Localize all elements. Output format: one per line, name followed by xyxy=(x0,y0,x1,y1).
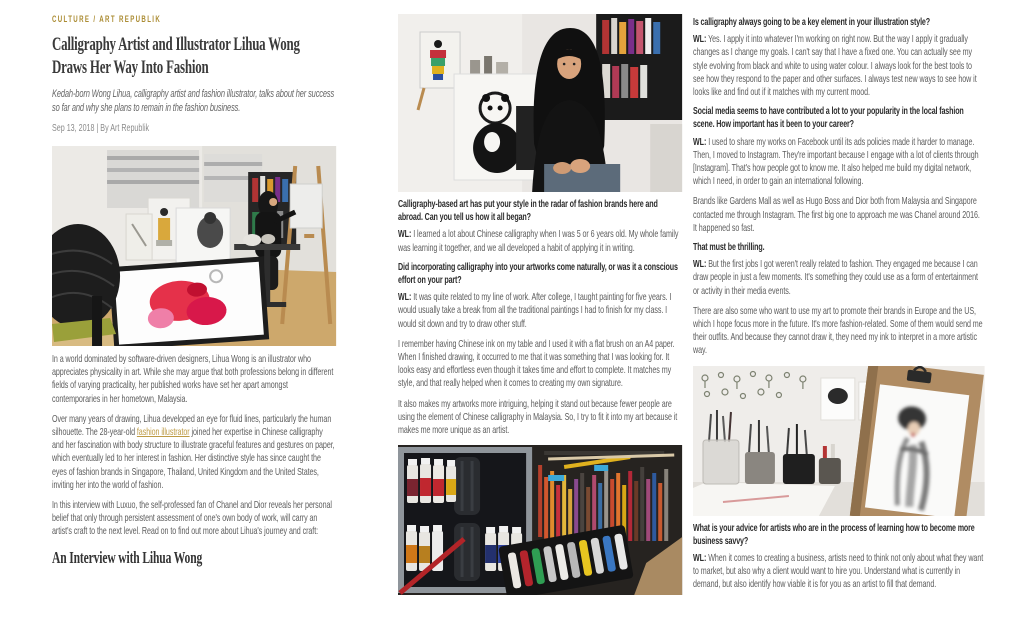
question: What is your advice for artists who are in the process of learning how to become more business savvy? xyxy=(693,521,975,547)
article-byline: Sep 13, 2018 | By Art Republik xyxy=(52,122,150,134)
intro-paragraph: Over many years of drawing, Lihua developed an eye for fluid lines, particularly the human silhouette. The 28-year-old fashion illustrator joined her expertise in Chinese calligraphy and her fascination with body structure to illustrate graceful features and gestures on paper, which eventually led to her interest in fashion. Her distinctive style has since caught the eyes of fashion brands in Singapore, Thailand, United Kingdom and the United States, inviting her into the world of fashion. xyxy=(52,412,335,491)
book-shelf xyxy=(596,14,682,120)
article-title: Calligraphy Artist and Illustrator Lihua Wong Draws Her Way Into Fashion xyxy=(52,34,300,78)
studio-photo xyxy=(52,146,336,346)
intro-paragraph: In this interview with Luxuo, the self-professed fan of Chanel and Dior reveals her personal belief that only through persistent assessment of one's own body of work, will carry an artist's craft to the next level. Read on to find out more about Lihua's journey and craft: xyxy=(52,499,332,538)
fashion-illustrator-link[interactable]: fashion illustrator xyxy=(136,426,190,439)
intro-column xyxy=(52,0,336,640)
speaker-label: WL: xyxy=(693,258,707,271)
category-link[interactable]: CULTURE / ART REPUBLIK xyxy=(52,14,162,24)
canvas-edge xyxy=(650,124,682,192)
answer: WL: It was quite related to my line of work. After college, I taught painting for five years. I would usually take a break from all the traditional paintings I had to finish for my class. I would sit down and try to draw other stuff. xyxy=(398,291,672,330)
interview-column-2 xyxy=(693,0,985,640)
question: Is calligraphy always going to be a key element in your illustration style? xyxy=(693,16,931,28)
answer-paragraph: It also makes my artworks more intriguing, helping it stand out because fewer people are using the element of Chinese calligraphy in Malaysia. So, I try to fit it into my art because it makes me more unique as an artist. xyxy=(398,397,678,437)
red-flower-painting xyxy=(111,259,266,346)
article-subtitle: Kedah-born Wong Lihua, calligraphy artist and fashion illustrator, talks about her success so far and why she plans to remain in the fashion business. xyxy=(52,88,335,114)
answer: WL: I learned a lot about Chinese calligraphy when I was 5 or 6 years old. My whole family was learning it together, and we all developed a habit of applying it in writing. xyxy=(398,228,679,254)
question: That must be thrilling. xyxy=(693,241,765,254)
question: Did incorporating calligraphy into your artworks come naturally, or was it a conscious effort on your part? xyxy=(398,260,678,287)
question: Social media seems to have contributed a lot to your popularity in the local fashion scene. How important has it been to your career? xyxy=(693,105,964,131)
blue-sharpener xyxy=(548,475,564,481)
answer-paragraph: I remember having Chinese ink on my table and I used it with a flat brush on an A4 paper. When I finished drawing, it occurred to me that it was something that I was looking for. It looks easy and effortless even though it takes time and effort to complete. It matches my style, and that really helped when it comes to creating my own signature. xyxy=(398,337,675,390)
question: Calligraphy-based art has put your style in the radar of fashion brands here and abroad. Can you tell us how it all began? xyxy=(398,198,658,224)
answer: WL: I used to share my works on Facebook until its ads policies made it harder to manage. Then, I moved to Instagram. They're important because I engage with a lot of clients through [Instagram]. That's how people got to know me. It also helped me build my digital network, which I need, in order to gain an international following. xyxy=(693,135,979,188)
speaker-label: WL: xyxy=(693,552,707,565)
sketch-clipboard xyxy=(850,366,984,516)
desk-photo xyxy=(693,366,985,516)
speaker-label: WL: xyxy=(398,291,412,304)
speaker-label: WL: xyxy=(398,228,412,241)
answer: WL: Yes. I apply it into whatever I'm working on right now. But the way I apply it gradually changes as I change my goals. I can't say that I have a fixed one. You can actually see my style evolving from black and white to using water colour. I always look for the best tools to see how they respond to the paper and other surfaces. I always test new ways to see how it looks like and find out if it matches with my current mood. xyxy=(693,33,977,99)
intro-paragraph: In a world dominated by software-driven designers, Lihua Wong is an illustrator who appreciates physicality in art. While she may argue that both professions belong in different fields of varying practicality, her published works have set her apart amongst contemporaries in her hometown, Malaysia. xyxy=(52,353,334,405)
answer: WL: When it comes to creating a business, artists need to think not only about what they want to market, but also why a client would want to hire you. Understand what is currently in demand, but also identify how viable it is for you as an artist to fill that demand. xyxy=(693,552,984,591)
portrait-photo xyxy=(398,14,682,192)
answer: WL: But the first jobs I got weren't really related to fashion. They engaged me because I can draw people in just a few moments. It's something they could use as a form of entertainment or activity in their media events. xyxy=(693,258,978,297)
black-chair xyxy=(52,224,120,346)
answer-paragraph: Brands like Gardens Mall as well as Hugo Boss and Dior both from Malaysia and Singapore contacted me through Instagram. The first big one to approach me was Chanel around 2016. It happened so fast. xyxy=(693,195,980,234)
answer-paragraph: There are also some who want to use my art to promote their brands in Europe and the US, which I hope focus more in the future. It's more fashion-related. Some of them would send me their outfits. And because they cannot draw it, they need my ink to interpret in a more artistic way. xyxy=(693,304,983,357)
interview-heading: An Interview with Lihua Wong xyxy=(52,547,203,567)
interview-column-1 xyxy=(398,0,682,640)
speaker-label: WL: xyxy=(693,33,707,46)
speaker-label: WL: xyxy=(693,135,707,148)
art-supplies-photo xyxy=(398,445,682,595)
